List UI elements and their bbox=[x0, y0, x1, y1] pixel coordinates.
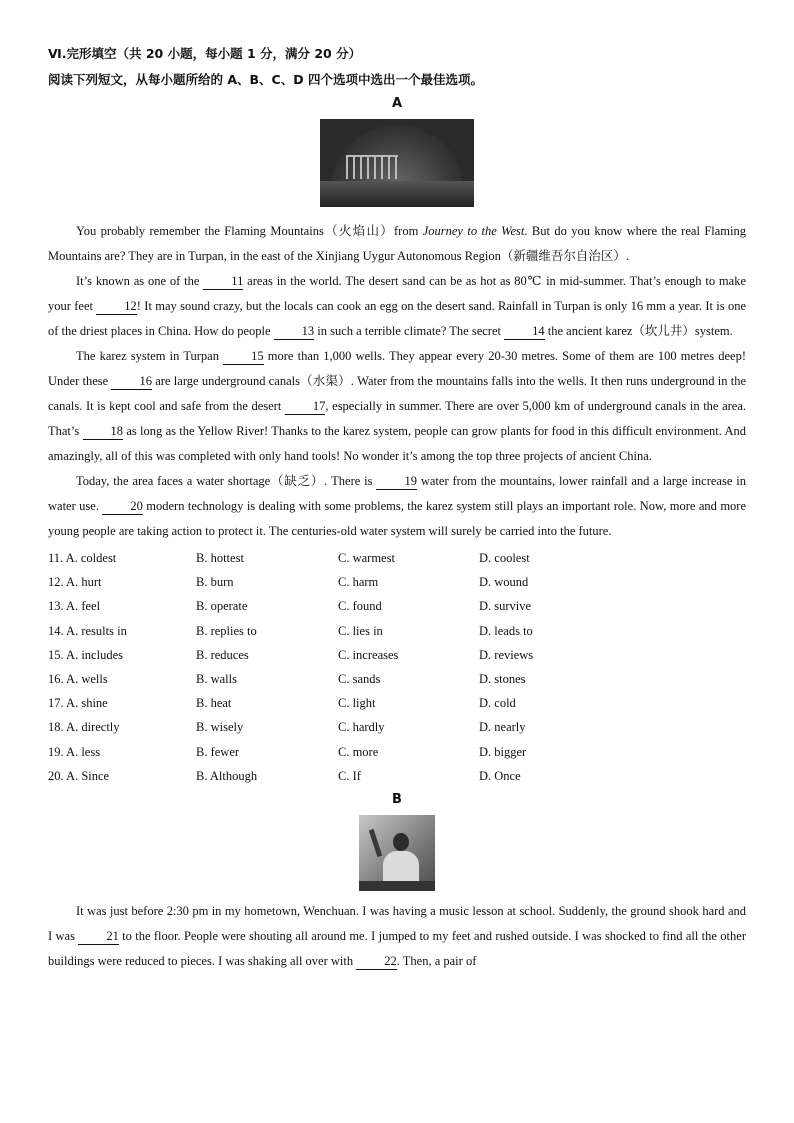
paragraph: The karez system in Turpan 15 more than 1,000 wells. They appear every 20-30 metres. Some of them are 100 metres deep! Under these 16 are large underground canals（水渠）. Water from the mountains falls into the wells. It then runs underground in the canals. It is kept cool and safe from the desert 17, especially in summer. There are over 5,000 km of underground canals in the area. That’s 18 as long as the Yellow River! Thanks to the karez system, people can grow plants for food in this difficult environment. And amazingly, all of this was completed with only hand tools! No wonder it’s among the top three projects of ancient China. bbox=[48, 349, 747, 463]
blank-13: 13 bbox=[274, 323, 315, 340]
blank-12: 12 bbox=[96, 298, 137, 315]
option-choice: 18. A. directly bbox=[48, 720, 120, 735]
option-choice: 16. A. wells bbox=[48, 672, 108, 687]
option-choice: 14. A. results in bbox=[48, 623, 127, 638]
option-choice: D. coolest bbox=[479, 551, 530, 565]
option-row bbox=[48, 619, 746, 643]
option-choice: D. bigger bbox=[479, 744, 527, 759]
option-choice: 17. A. shine bbox=[48, 696, 108, 711]
option-choice: B. fewer bbox=[196, 744, 240, 759]
option-choice: C. more bbox=[338, 744, 379, 759]
option-choice: C. lies in bbox=[338, 623, 383, 638]
option-choice: C. increases bbox=[338, 647, 399, 662]
option-choice: D. leads to bbox=[479, 623, 533, 638]
classroom-photo bbox=[359, 815, 435, 891]
option-choice: D. cold bbox=[479, 696, 516, 711]
passage-b-label: B bbox=[392, 792, 402, 808]
option-row bbox=[48, 643, 746, 667]
option-choice: C. harm bbox=[338, 575, 379, 590]
option-choice: B. wisely bbox=[196, 720, 244, 735]
option-choice: D. nearly bbox=[479, 720, 526, 735]
option-choice: B. heat bbox=[196, 696, 232, 711]
blank-18: 18 bbox=[83, 423, 124, 440]
option-choice: C. found bbox=[338, 599, 382, 614]
option-choice: B. operate bbox=[196, 599, 248, 614]
option-row bbox=[48, 570, 746, 594]
option-choice: B. reduces bbox=[196, 647, 249, 662]
option-choice: B. burn bbox=[196, 575, 234, 590]
passage-a-text bbox=[48, 219, 746, 544]
blank-21: 21 bbox=[78, 928, 119, 945]
option-choice: B. replies to bbox=[196, 623, 257, 638]
option-choice: 11. A. coldest bbox=[48, 551, 117, 565]
option-row bbox=[48, 691, 746, 715]
option-choice: C. light bbox=[338, 696, 376, 711]
option-row bbox=[48, 667, 746, 691]
option-choice: 20. A. Since bbox=[48, 768, 110, 783]
option-choice: C. If bbox=[338, 768, 361, 783]
option-choice: B. Although bbox=[196, 768, 258, 783]
option-choice: C. hardly bbox=[338, 720, 385, 735]
paragraph: You probably remember the Flaming Mountains（火焰山）from Journey to the West. But do you know where the real Flaming Mountains are? They are in Turpan, in the east of the Xinjiang Uygur Autonomous Region（新疆维吾尔自治区）. bbox=[48, 224, 746, 263]
option-choice: 19. A. less bbox=[48, 744, 101, 759]
paragraph: It’s known as one of the 11 areas in the world. The desert sand can be as hot as 80℃ in mid-summer. That’s enough to make your feet 12! It may sound crazy, but the locals can cook an egg on the desert sand. Rainfall in Turpan is only 16 mm a year. It is one of the driest places in China. How do people 13 in such a terrible climate? The secret 14 the ancient karez（坎儿井）system. bbox=[48, 274, 746, 338]
instructions: 阅读下列短文，从每小题所给的 A、B、C、D 四个选项中选出一个最佳选项。 bbox=[48, 72, 483, 87]
passage-b-text bbox=[48, 899, 746, 974]
option-choice: D. wound bbox=[479, 575, 529, 590]
blank-16: 16 bbox=[111, 373, 152, 390]
exam-page bbox=[48, 44, 746, 974]
blank-14: 14 bbox=[504, 323, 545, 340]
blank-19: 19 bbox=[376, 473, 417, 490]
blank-20: 20 bbox=[102, 498, 143, 515]
option-choice: C. warmest bbox=[338, 551, 395, 565]
paragraph: It was just before 2:30 pm in my hometown, Wenchuan. I was having a music lesson at school. Suddenly, the ground shook hard and I was 21 to the floor. People were shouting all around me. I jumped to my feet and rushed outside. I was shocked to find all the other buildings were reduced to pieces. I was shaking all over with 22. Then, a pair of bbox=[48, 904, 746, 969]
option-choice: B. walls bbox=[196, 672, 237, 687]
option-choice: 12. A. hurt bbox=[48, 575, 102, 590]
blank-15: 15 bbox=[223, 348, 264, 365]
blank-17: 17 bbox=[285, 398, 326, 415]
option-choice: 13. A. feel bbox=[48, 599, 101, 614]
karez-tunnel-photo bbox=[320, 119, 474, 207]
option-choice: B. hottest bbox=[196, 551, 244, 565]
passage-a-options bbox=[48, 546, 746, 788]
passage-a-label: A bbox=[391, 96, 403, 111]
option-row bbox=[48, 594, 746, 618]
option-choice: 15. A. includes bbox=[48, 647, 123, 662]
option-row bbox=[48, 546, 746, 570]
option-row bbox=[48, 740, 746, 764]
option-choice: D. Once bbox=[479, 768, 521, 783]
option-choice: C. sands bbox=[338, 672, 381, 687]
option-row bbox=[48, 715, 746, 739]
option-row bbox=[48, 764, 746, 788]
section-header: Ⅵ.完形填空（共 20 小题，每小题 1 分，满分 20 分） bbox=[48, 46, 362, 61]
paragraph: Today, the area faces a water shortage（缺乏）. There is 19 water from the mountains, lower rainfall and a large increase in water use. 20 modern technology is dealing with some problems, the karez system still plays an important role. Now, more and more young people are taking action to protect it. The centuries-old water system will surely be carried into the future. bbox=[48, 474, 747, 538]
option-choice: D. stones bbox=[479, 672, 526, 687]
option-choice: D. reviews bbox=[479, 647, 534, 662]
blank-22: 22 bbox=[356, 953, 397, 970]
blank-11: 11 bbox=[203, 273, 243, 290]
option-choice: D. survive bbox=[479, 599, 532, 614]
book-title: Journey to the West bbox=[422, 224, 525, 238]
